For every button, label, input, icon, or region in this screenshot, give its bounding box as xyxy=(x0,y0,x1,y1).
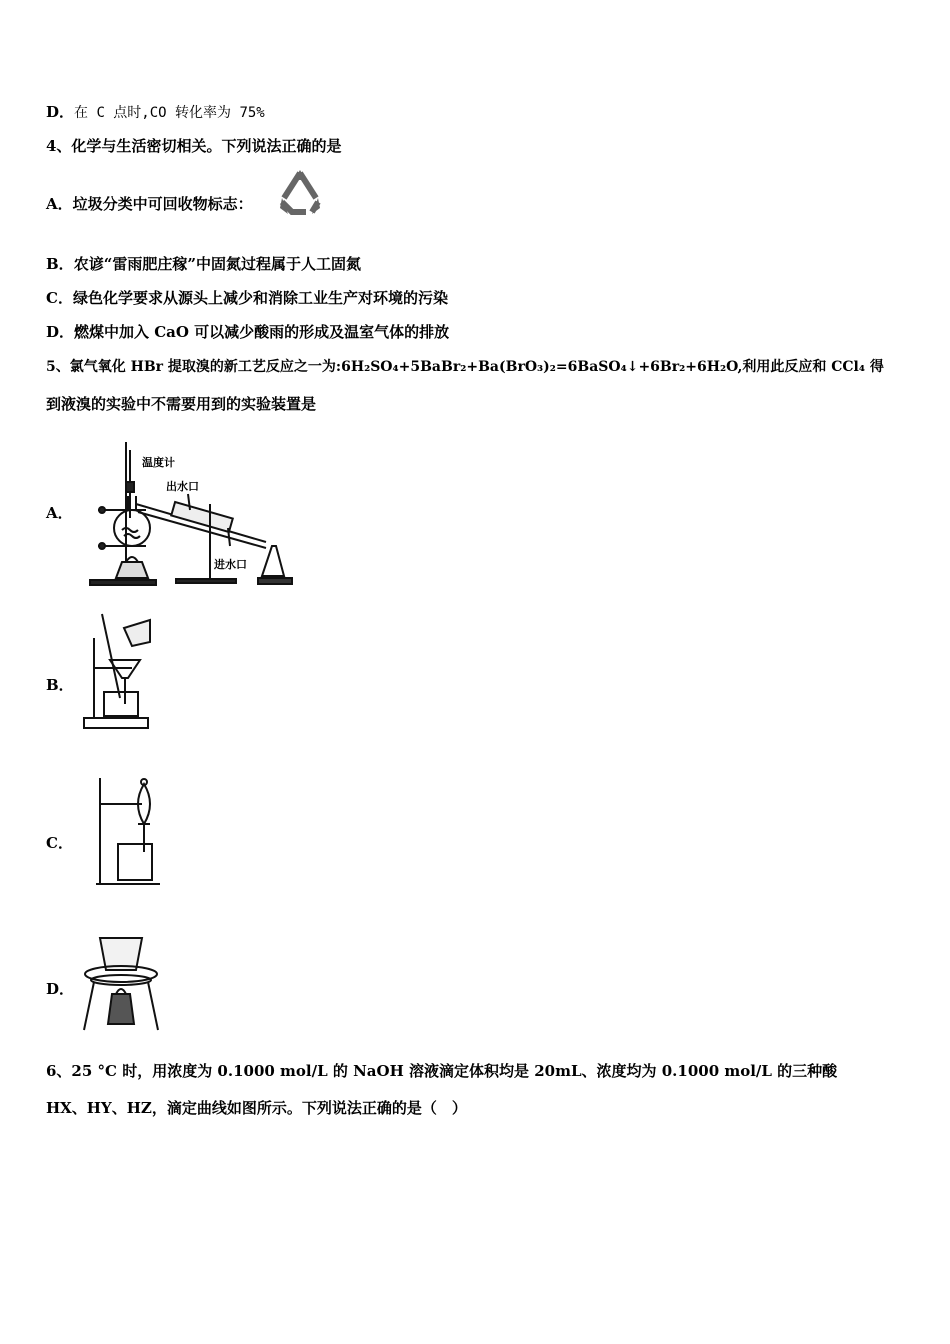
option-text: 绿色化学要求从源头上减少和消除工业生产对环境的污染 xyxy=(72,289,448,307)
recycle-icon xyxy=(276,168,324,218)
separatory-funnel-figure xyxy=(92,774,164,890)
thermometer-label: 温度计 xyxy=(142,456,175,469)
q4-stem: 4、化学与生活密切相关。下列说法正确的是 xyxy=(46,137,342,155)
option-text: 垃圾分类中可回收物标志： xyxy=(72,195,253,213)
q5-equation: 6H₂SO₄+5BaBr₂+Ba(BrO₃)₂=6BaSO₄↓+6Br₂+6H₂O, xyxy=(341,359,743,375)
q3-option-d xyxy=(46,102,265,123)
q5-option-d-label: D． xyxy=(46,980,75,998)
option-text: 农谚“雷雨肥庄稼”中固氮过程属于人工固氮 xyxy=(73,255,361,273)
q5-stem-part2: 利用此反应和 CCl₄ 得 xyxy=(742,359,884,375)
q5-stem-part1: 5、氯气氧化 HBr 提取溴的新工艺反应之一为: xyxy=(46,359,342,375)
filtration-apparatus-figure xyxy=(80,608,160,732)
option-text: 在 C 点时,CO 转化率为 75% xyxy=(74,105,265,121)
option-label: B． xyxy=(46,255,74,273)
q4-option-c xyxy=(46,288,448,308)
distillation-apparatus-figure xyxy=(86,438,298,590)
option-label: A． xyxy=(46,195,73,213)
q5-option-c-label: C． xyxy=(46,834,73,852)
q4-option-d xyxy=(46,322,449,342)
evaporation-apparatus-figure xyxy=(80,928,164,1034)
q5-stem xyxy=(46,357,884,377)
water-outlet-label: 出水口 xyxy=(166,480,199,493)
option-label: C． xyxy=(46,289,73,307)
option-label: D． xyxy=(46,323,75,341)
q5-option-b-label: B． xyxy=(46,676,74,694)
option-text: 燃煤中加入 CaO 可以减少酸雨的形成及温室气体的排放 xyxy=(74,323,450,341)
q4-option-a xyxy=(46,194,253,214)
option-label: D． xyxy=(46,103,75,121)
q4-option-b xyxy=(46,254,361,274)
q6-stem-line1: 6、25 °C 时，用浓度为 0.1000 mol/L 的 NaOH 溶液滴定体积均是 20mL、浓度均为 0.1000 mol/L 的三种酸 xyxy=(46,1062,838,1080)
water-inlet-label: 进水口 xyxy=(214,558,247,571)
q6-stem-line2: HX、HY、HZ，滴定曲线如图所示。下列说法正确的是（ ） xyxy=(46,1099,467,1117)
q5-option-a-label: A． xyxy=(46,504,73,522)
q5-stem-line2: 到液溴的实验中不需要用到的实验装置是 xyxy=(46,395,317,413)
